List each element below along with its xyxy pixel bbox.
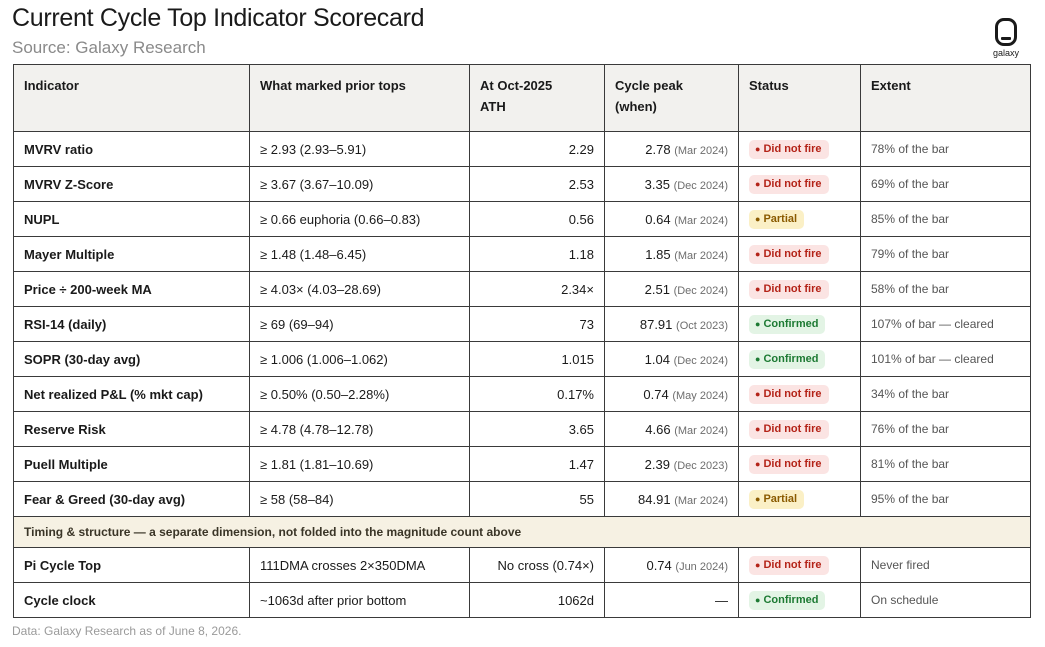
section-divider-row bbox=[14, 517, 1031, 548]
ath-value: 0.56 bbox=[470, 202, 605, 237]
status-badge bbox=[749, 420, 829, 439]
column-header: Cycle peak (when) bbox=[605, 65, 739, 132]
cycle-peak-date: (Jun 2024) bbox=[675, 560, 728, 573]
cycle-peak-cell bbox=[605, 202, 739, 237]
status-badge bbox=[749, 385, 829, 404]
cycle-peak-cell bbox=[605, 548, 739, 583]
table-header-row bbox=[14, 65, 1031, 132]
status-dot-icon: ● bbox=[755, 493, 761, 504]
status-cell bbox=[739, 307, 861, 342]
ath-value: 3.65 bbox=[470, 412, 605, 447]
extent-value: 34% of the bar bbox=[861, 377, 1031, 412]
status-badge bbox=[749, 175, 829, 194]
extent-value: 81% of the bar bbox=[861, 447, 1031, 482]
prior-tops-threshold: ~1063d after prior bottom bbox=[250, 583, 470, 618]
status-label: Did not fire bbox=[763, 247, 822, 260]
galaxy-logo-text: galaxy bbox=[992, 48, 1019, 58]
status-cell bbox=[739, 447, 861, 482]
status-dot-icon: ● bbox=[755, 458, 761, 469]
table-row bbox=[14, 548, 1031, 583]
cycle-peak-cell bbox=[605, 307, 739, 342]
column-header: Extent bbox=[861, 65, 1031, 132]
status-dot-icon: ● bbox=[755, 213, 761, 224]
table-row bbox=[14, 202, 1031, 237]
section-label: Timing & structure — a separate dimension, not folded into the magnitude count above bbox=[14, 517, 1031, 548]
prior-tops-threshold: ≥ 4.78 (4.78–12.78) bbox=[250, 412, 470, 447]
indicator-name: Mayer Multiple bbox=[14, 237, 250, 272]
prior-tops-threshold: ≥ 4.03× (4.03–28.69) bbox=[250, 272, 470, 307]
cycle-peak-date: (May 2024) bbox=[672, 389, 728, 402]
status-dot-icon: ● bbox=[755, 353, 761, 364]
cycle-peak-value: 87.91 bbox=[639, 316, 673, 332]
indicator-name: Reserve Risk bbox=[14, 412, 250, 447]
table-row bbox=[14, 132, 1031, 167]
status-label: Confirmed bbox=[763, 352, 819, 365]
status-cell bbox=[739, 548, 861, 583]
cycle-peak-value: 2.51 bbox=[644, 281, 670, 297]
status-cell bbox=[739, 412, 861, 447]
cycle-peak-date: (Mar 2024) bbox=[674, 494, 728, 507]
extent-value: 78% of the bar bbox=[861, 132, 1031, 167]
extent-value: 58% of the bar bbox=[861, 272, 1031, 307]
status-dot-icon: ● bbox=[755, 559, 761, 570]
status-cell bbox=[739, 132, 861, 167]
cycle-peak-value: 4.66 bbox=[645, 421, 671, 437]
status-label: Did not fire bbox=[763, 422, 822, 435]
cycle-peak-value: 1.04 bbox=[644, 351, 670, 367]
column-header: Status bbox=[739, 65, 861, 132]
prior-tops-threshold: ≥ 58 (58–84) bbox=[250, 482, 470, 517]
status-badge bbox=[749, 140, 829, 159]
table-row bbox=[14, 237, 1031, 272]
cycle-peak-cell bbox=[605, 583, 739, 618]
cycle-peak-value: 3.35 bbox=[644, 176, 670, 192]
status-label: Did not fire bbox=[763, 558, 822, 571]
cycle-peak-cell bbox=[605, 167, 739, 202]
status-cell bbox=[739, 583, 861, 618]
table-row bbox=[14, 272, 1031, 307]
source-subtitle: Source: Galaxy Research bbox=[12, 38, 206, 57]
extent-value: Never fired bbox=[861, 548, 1031, 583]
prior-tops-threshold: ≥ 1.006 (1.006–1.062) bbox=[250, 342, 470, 377]
status-dot-icon: ● bbox=[755, 143, 761, 154]
table-row bbox=[14, 307, 1031, 342]
prior-tops-threshold: ≥ 1.48 (1.48–6.45) bbox=[250, 237, 470, 272]
cycle-peak-date: (Dec 2024) bbox=[673, 179, 728, 192]
status-label: Did not fire bbox=[763, 282, 822, 295]
cycle-peak-cell bbox=[605, 412, 739, 447]
status-badge bbox=[749, 591, 825, 610]
prior-tops-threshold: ≥ 1.81 (1.81–10.69) bbox=[250, 447, 470, 482]
indicator-name: Pi Cycle Top bbox=[14, 548, 250, 583]
prior-tops-threshold: ≥ 3.67 (3.67–10.09) bbox=[250, 167, 470, 202]
ath-value: 1.015 bbox=[470, 342, 605, 377]
indicator-name: MVRV ratio bbox=[14, 132, 250, 167]
column-header: At Oct-2025 ATH bbox=[470, 65, 605, 132]
status-label: Confirmed bbox=[763, 317, 819, 330]
table-row bbox=[14, 377, 1031, 412]
table-row bbox=[14, 342, 1031, 377]
status-badge bbox=[749, 210, 804, 229]
status-badge bbox=[749, 280, 829, 299]
status-cell bbox=[739, 167, 861, 202]
cycle-peak-cell bbox=[605, 482, 739, 517]
extent-value: 107% of bar — cleared bbox=[861, 307, 1031, 342]
extent-value: 85% of the bar bbox=[861, 202, 1031, 237]
ath-value: 0.17% bbox=[470, 377, 605, 412]
galaxy-logo bbox=[989, 18, 1023, 58]
ath-value: 1.18 bbox=[470, 237, 605, 272]
status-badge bbox=[749, 556, 829, 575]
status-dot-icon: ● bbox=[755, 283, 761, 294]
extent-value: On schedule bbox=[861, 583, 1031, 618]
indicator-name: NUPL bbox=[14, 202, 250, 237]
prior-tops-threshold: ≥ 69 (69–94) bbox=[250, 307, 470, 342]
ath-value: No cross (0.74×) bbox=[470, 548, 605, 583]
cycle-peak-date: (Dec 2024) bbox=[673, 284, 728, 297]
column-header: What marked prior tops bbox=[250, 65, 470, 132]
indicator-name: Cycle clock bbox=[14, 583, 250, 618]
cycle-peak-date: (Mar 2024) bbox=[674, 249, 728, 262]
prior-tops-threshold: ≥ 0.50% (0.50–2.28%) bbox=[250, 377, 470, 412]
indicator-name: Puell Multiple bbox=[14, 447, 250, 482]
column-header: Indicator bbox=[14, 65, 250, 132]
status-cell bbox=[739, 342, 861, 377]
cycle-peak-value: 84.91 bbox=[638, 491, 671, 507]
status-badge bbox=[749, 350, 825, 369]
status-dot-icon: ● bbox=[755, 388, 761, 399]
ath-value: 2.34× bbox=[470, 272, 605, 307]
prior-tops-threshold: ≥ 2.93 (2.93–5.91) bbox=[250, 132, 470, 167]
indicator-name: Net realized P&L (% mkt cap) bbox=[14, 377, 250, 412]
cycle-peak-cell bbox=[605, 447, 739, 482]
status-label: Confirmed bbox=[763, 593, 819, 606]
extent-value: 76% of the bar bbox=[861, 412, 1031, 447]
cycle-peak-date: (Oct 2023) bbox=[676, 319, 728, 332]
status-badge bbox=[749, 315, 825, 334]
cycle-peak-value: — bbox=[715, 592, 728, 608]
page-title: Current Cycle Top Indicator Scorecard bbox=[12, 4, 425, 32]
cycle-peak-cell bbox=[605, 272, 739, 307]
cycle-peak-date: (Dec 2024) bbox=[673, 354, 728, 367]
cycle-peak-cell bbox=[605, 377, 739, 412]
cycle-peak-value: 2.78 bbox=[645, 141, 671, 157]
status-label: Did not fire bbox=[763, 177, 822, 190]
ath-value: 55 bbox=[470, 482, 605, 517]
ath-value: 1062d bbox=[470, 583, 605, 618]
ath-value: 2.53 bbox=[470, 167, 605, 202]
indicator-name: Price ÷ 200-week MA bbox=[14, 272, 250, 307]
cycle-peak-value: 1.85 bbox=[645, 246, 671, 262]
indicator-name: RSI-14 (daily) bbox=[14, 307, 250, 342]
cycle-peak-cell bbox=[605, 132, 739, 167]
cycle-peak-date: (Mar 2024) bbox=[674, 214, 728, 227]
cycle-peak-date: (Dec 2023) bbox=[673, 459, 728, 472]
status-dot-icon: ● bbox=[755, 318, 761, 329]
status-dot-icon: ● bbox=[755, 178, 761, 189]
status-badge bbox=[749, 490, 804, 509]
cycle-peak-value: 2.39 bbox=[644, 456, 670, 472]
table-row bbox=[14, 167, 1031, 202]
prior-tops-threshold: 111DMA crosses 2×350DMA bbox=[250, 548, 470, 583]
scorecard-table bbox=[13, 64, 1031, 618]
indicator-name: Fear & Greed (30-day avg) bbox=[14, 482, 250, 517]
ath-value: 2.29 bbox=[470, 132, 605, 167]
status-cell bbox=[739, 272, 861, 307]
table-row bbox=[14, 412, 1031, 447]
status-label: Did not fire bbox=[763, 457, 822, 470]
status-label: Partial bbox=[763, 212, 798, 225]
status-dot-icon: ● bbox=[755, 248, 761, 259]
table-row bbox=[14, 482, 1031, 517]
extent-value: 95% of the bar bbox=[861, 482, 1031, 517]
galaxy-logo-icon bbox=[995, 18, 1017, 46]
status-badge bbox=[749, 245, 829, 264]
status-cell bbox=[739, 482, 861, 517]
indicator-name: MVRV Z-Score bbox=[14, 167, 250, 202]
table-row bbox=[14, 583, 1031, 618]
indicator-name: SOPR (30-day avg) bbox=[14, 342, 250, 377]
cycle-peak-value: 0.74 bbox=[643, 386, 669, 402]
status-label: Did not fire bbox=[763, 142, 822, 155]
cycle-peak-date: (Mar 2024) bbox=[674, 144, 728, 157]
cycle-peak-value: 0.64 bbox=[645, 211, 671, 227]
ath-value: 73 bbox=[470, 307, 605, 342]
extent-value: 79% of the bar bbox=[861, 237, 1031, 272]
extent-value: 101% of bar — cleared bbox=[861, 342, 1031, 377]
cycle-peak-cell bbox=[605, 342, 739, 377]
status-badge bbox=[749, 455, 829, 474]
status-dot-icon: ● bbox=[755, 423, 761, 434]
status-cell bbox=[739, 377, 861, 412]
ath-value: 1.47 bbox=[470, 447, 605, 482]
footer-note: Data: Galaxy Research as of June 8, 2026. bbox=[12, 624, 242, 638]
status-dot-icon: ● bbox=[755, 594, 761, 605]
table-body bbox=[14, 132, 1031, 618]
prior-tops-threshold: ≥ 0.66 euphoria (0.66–0.83) bbox=[250, 202, 470, 237]
status-label: Partial bbox=[763, 492, 798, 505]
status-cell bbox=[739, 202, 861, 237]
cycle-peak-date: (Mar 2024) bbox=[674, 424, 728, 437]
extent-value: 69% of the bar bbox=[861, 167, 1031, 202]
status-cell bbox=[739, 237, 861, 272]
status-label: Did not fire bbox=[763, 387, 822, 400]
table-row bbox=[14, 447, 1031, 482]
cycle-peak-value: 0.74 bbox=[646, 557, 672, 573]
cycle-peak-cell bbox=[605, 237, 739, 272]
